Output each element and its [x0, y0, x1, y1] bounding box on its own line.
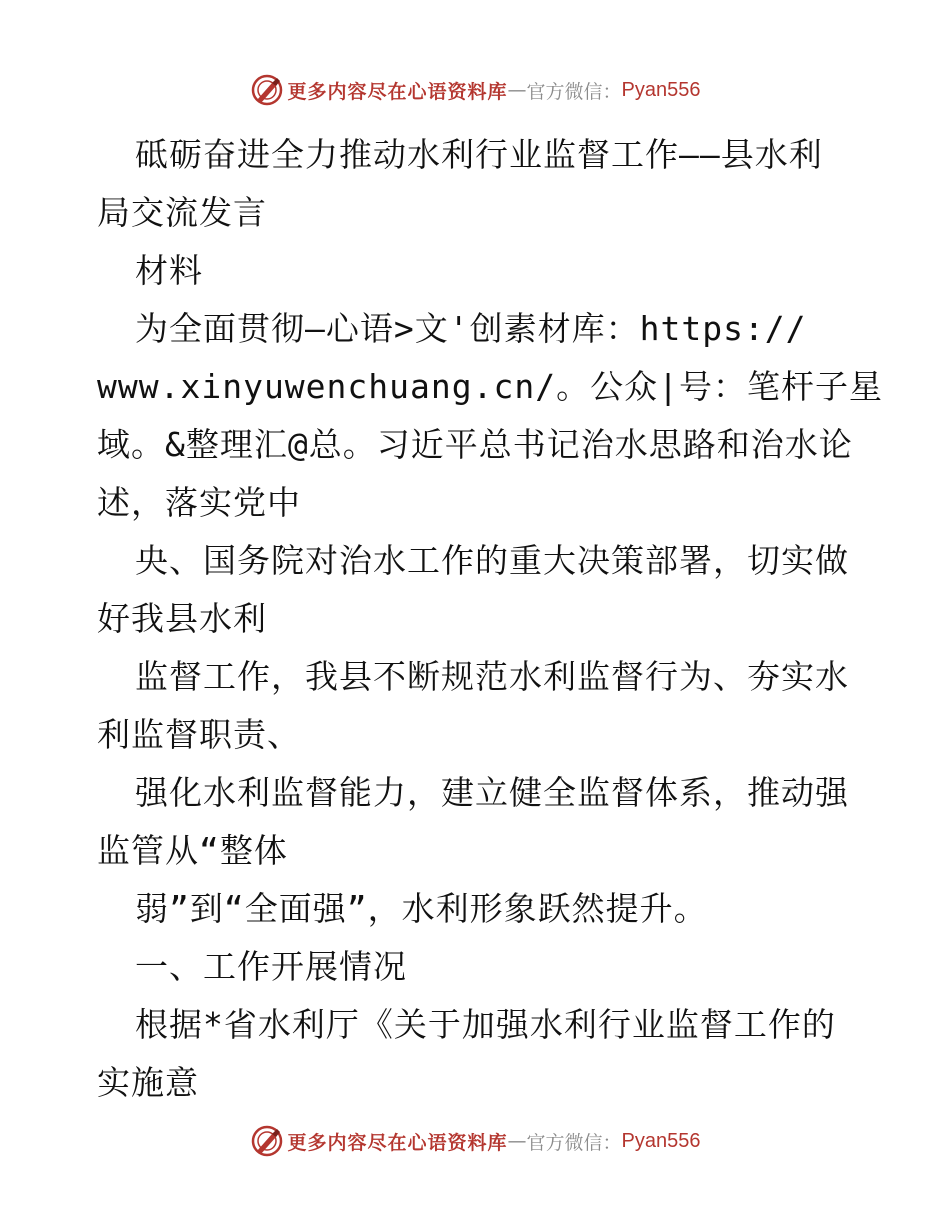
paragraph-line: 监督工作，我县不断规范水利监督行为、夯实水	[135, 657, 849, 696]
footer-watermark-banner	[0, 1121, 950, 1161]
paragraph-line: 强化水利监督能力，建立健全监督体系，推动强	[135, 773, 849, 812]
banner-brand-text: 更多内容尽在心语资料库	[287, 1131, 508, 1154]
document-body	[97, 126, 883, 1112]
banner-wechat-id: Pyan556	[621, 1129, 701, 1152]
banner-wechat-label: 官方微信：	[526, 80, 622, 103]
banner-separator: —	[507, 1130, 527, 1152]
paragraph-line: 监管从“整体	[97, 831, 288, 870]
title-line: 砥砺奋进全力推动水利行业监督工作——县水利	[135, 135, 823, 174]
banner-brand-text: 更多内容尽在心语资料库	[287, 80, 508, 103]
paragraph-line: 利监督职责、	[97, 715, 301, 754]
title-line: 材料	[135, 251, 203, 290]
banner-wechat-label: 官方微信：	[526, 1131, 622, 1154]
section-heading: 一、工作开展情况	[135, 947, 407, 986]
paragraph-line: www.xinyuwenchuang.cn/。公众|号：笔杆子星	[97, 367, 883, 406]
banner-wechat-id: Pyan556	[621, 78, 701, 101]
paragraph-line: 述，落实党中	[97, 483, 301, 522]
paragraph-line: 好我县水利	[97, 599, 267, 638]
pen-logo-icon	[250, 73, 284, 107]
paragraph-line: 根据*省水利厅《关于加强水利行业监督工作的	[135, 1005, 836, 1044]
paragraph-line: 为全面贯彻—心语>文'创素材库：https://	[135, 309, 807, 348]
paragraph-line: 实施意	[97, 1063, 199, 1102]
pen-logo-icon	[250, 1124, 284, 1158]
title-line: 局交流发言	[97, 193, 267, 232]
paragraph-line: 弱”到“全面强”，水利形象跃然提升。	[135, 889, 708, 928]
banner-separator: —	[507, 79, 527, 101]
paragraph-line: 域。&整理汇@总。习近平总书记治水思路和治水论	[97, 425, 853, 464]
header-watermark-banner	[0, 70, 950, 110]
paragraph-line: 央、国务院对治水工作的重大决策部署，切实做	[135, 541, 849, 580]
